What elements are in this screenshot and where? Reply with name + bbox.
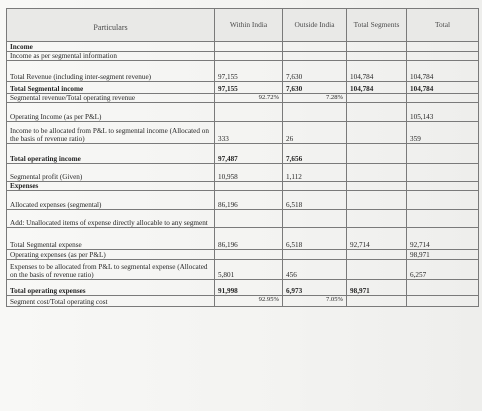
total-segments-value xyxy=(347,182,407,191)
outside-india-value: 6,518 xyxy=(283,228,347,250)
within-india-value xyxy=(215,52,283,61)
total-value xyxy=(407,164,479,182)
table-row xyxy=(7,250,479,260)
total-value xyxy=(407,144,479,164)
table-row xyxy=(7,164,479,182)
total-segments-value xyxy=(347,210,407,228)
outside-india-value xyxy=(283,94,347,103)
table-row xyxy=(7,122,479,144)
row-label: Segmental revenue/Total operating revenue xyxy=(7,94,215,103)
row-label: Total operating expenses xyxy=(7,280,215,296)
total-segments-value xyxy=(347,42,407,52)
outside-india-value xyxy=(283,210,347,228)
outside-india-value: 6,518 xyxy=(283,191,347,210)
total-value: 6,257 xyxy=(407,260,479,280)
total-value: 92,714 xyxy=(407,228,479,250)
table-row xyxy=(7,82,479,94)
within-india-value: 10,958 xyxy=(215,164,283,182)
row-label: Segment cost/Total operating cost xyxy=(7,296,215,307)
table-row xyxy=(7,280,479,296)
within-india-value xyxy=(215,103,283,122)
within-india-value xyxy=(215,182,283,191)
outside-india-value: 1,112 xyxy=(283,164,347,182)
table-row xyxy=(7,210,479,228)
total-segments-value xyxy=(347,122,407,144)
total-value: 98,971 xyxy=(407,250,479,260)
total-value xyxy=(407,280,479,296)
within-india-value: 333 xyxy=(215,122,283,144)
header-particulars: Particulars xyxy=(7,9,215,42)
within-india-value: 86,196 xyxy=(215,191,283,210)
within-india-value: 5,801 xyxy=(215,260,283,280)
header-row xyxy=(7,9,479,42)
segment-table xyxy=(6,8,479,307)
total-segments-value xyxy=(347,191,407,210)
percentage-value: 92.95% xyxy=(258,296,279,303)
table-row xyxy=(7,61,479,82)
percentage-value: 7.05% xyxy=(325,296,343,303)
outside-india-value xyxy=(283,42,347,52)
row-label: Expenses xyxy=(7,182,215,191)
total-segments-value xyxy=(347,260,407,280)
table-row xyxy=(7,52,479,61)
total-value xyxy=(407,182,479,191)
row-label: Income to be allocated from P&L to segmental income (Allocated on the basis of revenue ratio) xyxy=(7,122,215,144)
total-value: 104,784 xyxy=(407,61,479,82)
total-segments-value: 92,714 xyxy=(347,228,407,250)
row-label: Income as per segmental information xyxy=(7,52,215,61)
total-value: 104,784 xyxy=(407,82,479,94)
row-label: Segmental profit (Given) xyxy=(7,164,215,182)
row-label: Total Segmental expense xyxy=(7,228,215,250)
row-label: Total Revenue (including inter-segment revenue) xyxy=(7,61,215,82)
outside-india-value: 7,630 xyxy=(283,82,347,94)
table-row xyxy=(7,296,479,307)
outside-india-value xyxy=(283,182,347,191)
table-row xyxy=(7,103,479,122)
outside-india-value: 456 xyxy=(283,260,347,280)
total-segments-value xyxy=(347,103,407,122)
table-row xyxy=(7,191,479,210)
row-label: Total Segmental income xyxy=(7,82,215,94)
within-india-value: 97,155 xyxy=(215,61,283,82)
table-row xyxy=(7,260,479,280)
outside-india-value xyxy=(283,296,347,307)
total-value xyxy=(407,191,479,210)
total-segments-value xyxy=(347,296,407,307)
within-india-value: 86,196 xyxy=(215,228,283,250)
total-value: 105,143 xyxy=(407,103,479,122)
outside-india-value: 7,630 xyxy=(283,61,347,82)
within-india-value xyxy=(215,210,283,228)
within-india-value: 97,155 xyxy=(215,82,283,94)
table-row xyxy=(7,144,479,164)
row-label: Operating Income (as per P&L) xyxy=(7,103,215,122)
header-total: Total xyxy=(407,9,479,42)
header-outside-india: Outside India xyxy=(283,9,347,42)
row-label: Total operating income xyxy=(7,144,215,164)
total-segments-value xyxy=(347,52,407,61)
row-label: Add: Unallocated items of expense directly allocable to any segment xyxy=(7,210,215,228)
total-segments-value xyxy=(347,94,407,103)
row-label: Expenses to be allocated from P&L to segmental expense (Allocated on the basis of revenue ratio) xyxy=(7,260,215,280)
table-row xyxy=(7,228,479,250)
total-value xyxy=(407,210,479,228)
outside-india-value: 6,973 xyxy=(283,280,347,296)
total-segments-value: 104,784 xyxy=(347,82,407,94)
total-value xyxy=(407,42,479,52)
total-segments-value xyxy=(347,144,407,164)
total-value: 359 xyxy=(407,122,479,144)
within-india-value xyxy=(215,94,283,103)
within-india-value xyxy=(215,42,283,52)
outside-india-value: 7,656 xyxy=(283,144,347,164)
within-india-value: 97,487 xyxy=(215,144,283,164)
table-row xyxy=(7,94,479,103)
total-segments-value xyxy=(347,250,407,260)
header-total-segments: Total Segments xyxy=(347,9,407,42)
within-india-value xyxy=(215,250,283,260)
total-segments-value xyxy=(347,164,407,182)
total-segments-value: 104,784 xyxy=(347,61,407,82)
percentage-value: 7.28% xyxy=(325,94,343,101)
within-india-value: 91,998 xyxy=(215,280,283,296)
outside-india-value xyxy=(283,52,347,61)
table-row xyxy=(7,42,479,52)
row-label: Allocated expenses (segmental) xyxy=(7,191,215,210)
total-value xyxy=(407,94,479,103)
outside-india-value xyxy=(283,250,347,260)
header-within-india: Within India xyxy=(215,9,283,42)
total-segments-value: 98,971 xyxy=(347,280,407,296)
within-india-value xyxy=(215,296,283,307)
total-value xyxy=(407,52,479,61)
outside-india-value xyxy=(283,103,347,122)
row-label: Income xyxy=(7,42,215,52)
row-label: Operating expenses (as per P&L) xyxy=(7,250,215,260)
total-value xyxy=(407,296,479,307)
percentage-value: 92.72% xyxy=(258,94,279,101)
table-row xyxy=(7,182,479,191)
outside-india-value: 26 xyxy=(283,122,347,144)
